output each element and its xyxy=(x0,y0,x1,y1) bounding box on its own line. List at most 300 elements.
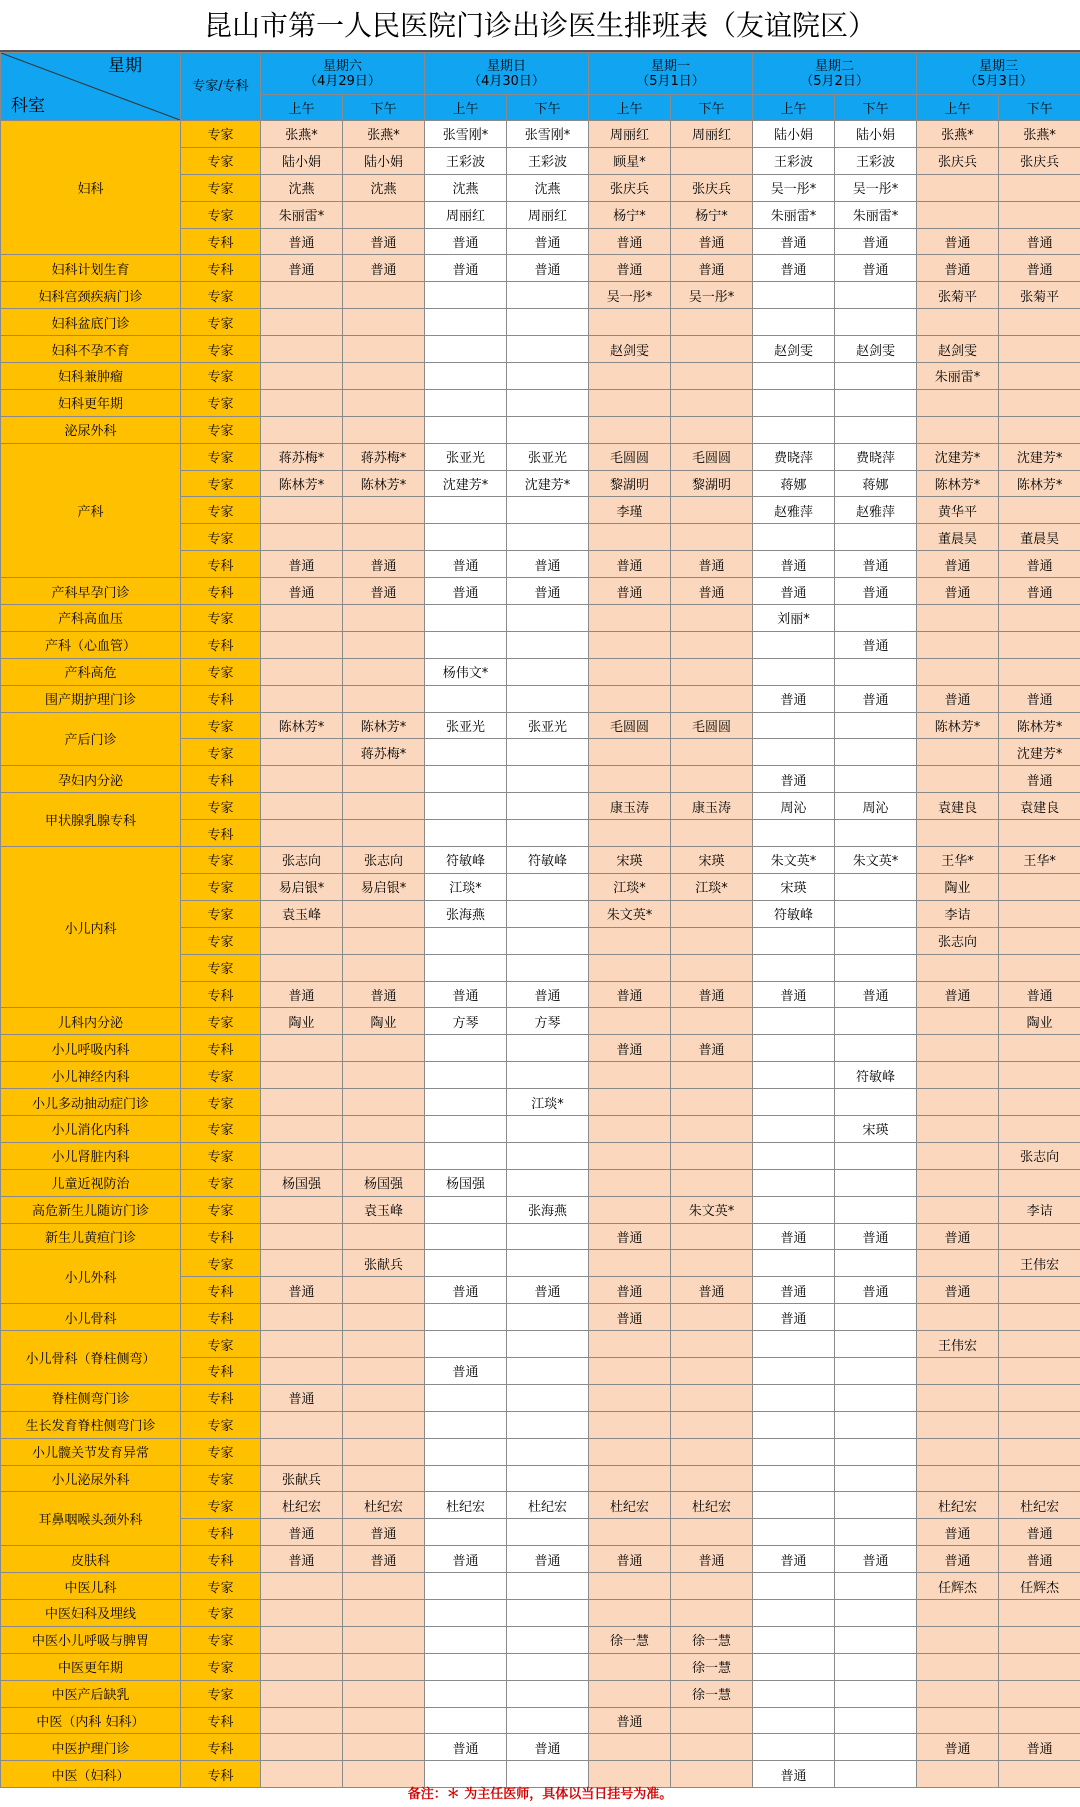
table-row xyxy=(1,416,1080,443)
schedule-cell: 普通 xyxy=(589,255,671,282)
day-header xyxy=(917,53,1080,95)
schedule-cell: 宋瑛 xyxy=(835,1115,917,1142)
day-date: （5月1日） xyxy=(636,73,705,89)
schedule-cell: 李诘 xyxy=(999,1196,1080,1223)
schedule-cell: 沈燕 xyxy=(425,174,507,201)
schedule-cell xyxy=(835,1599,917,1626)
pm-header: 下午 xyxy=(343,95,425,121)
schedule-cell: 王伟宏 xyxy=(917,1331,999,1358)
table-row xyxy=(1,1707,1080,1734)
schedule-cell xyxy=(917,1089,999,1116)
schedule-cell xyxy=(753,1196,835,1223)
schedule-cell xyxy=(425,1438,507,1465)
schedule-cell: 吴一彤* xyxy=(835,174,917,201)
schedule-cell xyxy=(917,1304,999,1331)
schedule-cell: 张亚光 xyxy=(507,443,589,470)
schedule-cell xyxy=(425,1062,507,1089)
schedule-cell xyxy=(343,685,425,712)
schedule-cell xyxy=(917,1357,999,1384)
schedule-cell: 易启银* xyxy=(343,873,425,900)
clinic-type-cell: 专家 xyxy=(181,389,261,416)
clinic-type-cell: 专家 xyxy=(181,658,261,685)
clinic-type-cell: 专科 xyxy=(181,255,261,282)
clinic-type-cell: 专家 xyxy=(181,1492,261,1519)
schedule-cell xyxy=(343,954,425,981)
schedule-cell xyxy=(507,820,589,847)
schedule-cell xyxy=(999,658,1080,685)
schedule-cell xyxy=(671,1573,753,1600)
schedule-cell: 毛圆圆 xyxy=(589,712,671,739)
schedule-cell: 杨宁* xyxy=(671,201,753,228)
schedule-cell xyxy=(753,1492,835,1519)
schedule-cell: 普通 xyxy=(835,1223,917,1250)
schedule-cell xyxy=(671,1707,753,1734)
schedule-cell xyxy=(835,1438,917,1465)
schedule-cell xyxy=(261,1357,343,1384)
schedule-cell xyxy=(261,927,343,954)
department-cell: 新生儿黄疸门诊 xyxy=(1,1223,181,1250)
schedule-cell: 陶业 xyxy=(261,1008,343,1035)
schedule-cell xyxy=(835,1035,917,1062)
table-row xyxy=(1,1331,1080,1358)
schedule-cell: 陆小娟 xyxy=(835,121,917,148)
schedule-cell xyxy=(589,1438,671,1465)
clinic-type-cell: 专科 xyxy=(181,1734,261,1761)
department-cell: 中医更年期 xyxy=(1,1653,181,1680)
table-row xyxy=(1,658,1080,685)
clinic-type-cell: 专科 xyxy=(181,228,261,255)
department-cell: 中医妇科及埋线 xyxy=(1,1599,181,1626)
schedule-cell: 普通 xyxy=(343,1519,425,1546)
schedule-cell xyxy=(261,1089,343,1116)
schedule-cell: 普通 xyxy=(425,578,507,605)
schedule-cell: 袁建良 xyxy=(999,793,1080,820)
schedule-cell: 赵雅萍 xyxy=(753,497,835,524)
schedule-cell xyxy=(425,927,507,954)
schedule-cell xyxy=(835,1008,917,1035)
schedule-cell: 普通 xyxy=(589,1223,671,1250)
schedule-cell xyxy=(507,282,589,309)
schedule-cell xyxy=(261,685,343,712)
schedule-cell: 朱丽雷* xyxy=(917,363,999,390)
schedule-cell: 普通 xyxy=(917,228,999,255)
clinic-type-cell: 专家 xyxy=(181,497,261,524)
schedule-cell xyxy=(261,1196,343,1223)
schedule-cell xyxy=(999,954,1080,981)
schedule-cell xyxy=(343,1304,425,1331)
schedule-cell xyxy=(261,389,343,416)
schedule-cell xyxy=(671,524,753,551)
schedule-cell xyxy=(999,363,1080,390)
schedule-cell xyxy=(671,631,753,658)
schedule-cell: 宋瑛 xyxy=(589,847,671,874)
schedule-cell xyxy=(753,1035,835,1062)
schedule-cell: 普通 xyxy=(835,228,917,255)
schedule-cell: 普通 xyxy=(835,981,917,1008)
schedule-cell: 蒋娜 xyxy=(753,470,835,497)
schedule-cell xyxy=(507,658,589,685)
schedule-cell: 符敏峰 xyxy=(425,847,507,874)
schedule-cell xyxy=(507,873,589,900)
schedule-cell: 费晓萍 xyxy=(753,443,835,470)
schedule-cell: 普通 xyxy=(507,551,589,578)
schedule-cell: 符敏峰 xyxy=(835,1062,917,1089)
schedule-cell: 普通 xyxy=(671,228,753,255)
schedule-cell xyxy=(425,1707,507,1734)
schedule-cell xyxy=(753,1438,835,1465)
schedule-cell xyxy=(753,309,835,336)
schedule-cell xyxy=(343,282,425,309)
schedule-cell xyxy=(425,363,507,390)
day-date: （5月2日） xyxy=(800,73,869,89)
schedule-cell: 普通 xyxy=(999,1734,1080,1761)
schedule-cell xyxy=(917,1169,999,1196)
schedule-cell xyxy=(343,1680,425,1707)
schedule-cell xyxy=(261,631,343,658)
schedule-cell: 张燕* xyxy=(261,121,343,148)
schedule-cell xyxy=(507,524,589,551)
schedule-cell xyxy=(753,1626,835,1653)
schedule-cell xyxy=(671,497,753,524)
schedule-cell xyxy=(343,766,425,793)
clinic-type-cell: 专科 xyxy=(181,685,261,712)
department-cell: 中医（内科 妇科） xyxy=(1,1707,181,1734)
schedule-cell xyxy=(835,900,917,927)
clinic-type-cell: 专家 xyxy=(181,1465,261,1492)
schedule-cell xyxy=(589,739,671,766)
schedule-cell: 普通 xyxy=(753,228,835,255)
schedule-cell xyxy=(999,631,1080,658)
clinic-type-cell: 专家 xyxy=(181,201,261,228)
schedule-cell: 李诘 xyxy=(917,900,999,927)
schedule-cell xyxy=(835,524,917,551)
schedule-cell xyxy=(589,1196,671,1223)
schedule-cell xyxy=(671,766,753,793)
schedule-cell: 杜纪宏 xyxy=(917,1492,999,1519)
table-row xyxy=(1,1008,1080,1035)
schedule-cell xyxy=(425,309,507,336)
schedule-cell xyxy=(999,1089,1080,1116)
department-cell: 中医小儿呼吸与脾胃 xyxy=(1,1626,181,1653)
schedule-cell xyxy=(835,954,917,981)
schedule-cell xyxy=(343,1277,425,1304)
schedule-cell xyxy=(999,1465,1080,1492)
type-column-header: 专家/专科 xyxy=(181,53,261,121)
schedule-cell: 毛圆圆 xyxy=(671,443,753,470)
clinic-type-cell: 专家 xyxy=(181,1331,261,1358)
schedule-cell xyxy=(671,1008,753,1035)
schedule-cell: 周沁 xyxy=(753,793,835,820)
schedule-cell: 普通 xyxy=(425,1734,507,1761)
schedule-cell xyxy=(507,497,589,524)
schedule-cell: 张亚光 xyxy=(425,712,507,739)
table-row xyxy=(1,793,1080,820)
department-cell: 妇科兼肿瘤 xyxy=(1,363,181,390)
table-row xyxy=(1,121,1080,148)
schedule-cell xyxy=(343,1357,425,1384)
department-cell: 小儿骨科（脊柱侧弯） xyxy=(1,1331,181,1385)
schedule-cell xyxy=(425,1089,507,1116)
clinic-type-cell: 专家 xyxy=(181,309,261,336)
schedule-cell: 黄华平 xyxy=(917,497,999,524)
schedule-cell xyxy=(753,1599,835,1626)
schedule-cell xyxy=(917,1411,999,1438)
schedule-cell: 普通 xyxy=(753,685,835,712)
schedule-cell: 吴一彤* xyxy=(589,282,671,309)
schedule-cell xyxy=(835,1653,917,1680)
schedule-cell xyxy=(999,336,1080,363)
schedule-cell: 杜纪宏 xyxy=(589,1492,671,1519)
table-row xyxy=(1,255,1080,282)
schedule-cell xyxy=(753,1062,835,1089)
schedule-cell: 王彩波 xyxy=(835,147,917,174)
schedule-cell xyxy=(835,1304,917,1331)
schedule-cell xyxy=(917,1035,999,1062)
schedule-cell: 张庆兵 xyxy=(999,147,1080,174)
schedule-cell: 陶业 xyxy=(343,1008,425,1035)
schedule-cell xyxy=(589,363,671,390)
schedule-cell xyxy=(671,1304,753,1331)
department-cell: 小儿泌尿外科 xyxy=(1,1465,181,1492)
schedule-cell xyxy=(589,820,671,847)
schedule-cell xyxy=(589,954,671,981)
day-header xyxy=(589,53,753,95)
footnote: 备注：＊ 为主任医师，具体以当日挂号为准。 xyxy=(407,1787,673,1802)
schedule-cell xyxy=(835,1250,917,1277)
schedule-cell xyxy=(425,1573,507,1600)
schedule-cell xyxy=(753,1250,835,1277)
table-row xyxy=(1,605,1080,632)
schedule-cell xyxy=(999,1035,1080,1062)
schedule-cell: 普通 xyxy=(917,1734,999,1761)
schedule-cell xyxy=(999,416,1080,443)
schedule-cell xyxy=(425,1519,507,1546)
schedule-cell xyxy=(425,1465,507,1492)
schedule-cell xyxy=(589,1008,671,1035)
schedule-cell: 袁玉峰 xyxy=(343,1196,425,1223)
department-cell: 妇科计划生育 xyxy=(1,255,181,282)
schedule-cell xyxy=(507,1626,589,1653)
clinic-type-cell: 专家 xyxy=(181,1169,261,1196)
schedule-cell xyxy=(835,1573,917,1600)
schedule-cell xyxy=(507,416,589,443)
schedule-cell xyxy=(999,1169,1080,1196)
table-row xyxy=(1,631,1080,658)
department-cell: 脊柱侧弯门诊 xyxy=(1,1384,181,1411)
clinic-type-cell: 专家 xyxy=(181,1653,261,1680)
schedule-cell xyxy=(507,1357,589,1384)
clinic-type-cell: 专家 xyxy=(181,1573,261,1600)
schedule-cell: 赵雅萍 xyxy=(835,497,917,524)
schedule-cell xyxy=(753,1707,835,1734)
schedule-cell: 李瑾 xyxy=(589,497,671,524)
schedule-cell: 普通 xyxy=(589,1277,671,1304)
schedule-cell: 董晨昊 xyxy=(917,524,999,551)
table-row xyxy=(1,1680,1080,1707)
schedule-cell: 普通 xyxy=(835,685,917,712)
table-row xyxy=(1,712,1080,739)
schedule-cell xyxy=(917,1062,999,1089)
department-cell: 儿童近视防治 xyxy=(1,1169,181,1196)
clinic-type-cell: 专家 xyxy=(181,363,261,390)
schedule-cell xyxy=(261,739,343,766)
schedule-cell: 普通 xyxy=(343,981,425,1008)
table-row xyxy=(1,1438,1080,1465)
schedule-cell xyxy=(753,389,835,416)
schedule-cell: 普通 xyxy=(753,551,835,578)
schedule-cell: 普通 xyxy=(589,228,671,255)
schedule-cell: 普通 xyxy=(261,1277,343,1304)
clinic-type-cell: 专科 xyxy=(181,551,261,578)
table-row xyxy=(1,766,1080,793)
schedule-cell xyxy=(753,1169,835,1196)
clinic-type-cell: 专科 xyxy=(181,1277,261,1304)
department-cell: 产科高血压 xyxy=(1,605,181,632)
schedule-cell: 杨宁* xyxy=(589,201,671,228)
schedule-cell xyxy=(753,282,835,309)
schedule-cell: 周丽红 xyxy=(671,121,753,148)
schedule-cell xyxy=(425,766,507,793)
schedule-cell: 张志向 xyxy=(261,847,343,874)
schedule-cell: 陈林芳* xyxy=(999,712,1080,739)
schedule-cell xyxy=(917,605,999,632)
clinic-type-cell: 专家 xyxy=(181,443,261,470)
schedule-cell: 毛圆圆 xyxy=(589,443,671,470)
page-title: 昆山市第一人民医院门诊出诊医生排班表（友谊院区） xyxy=(0,0,1080,52)
schedule-cell xyxy=(507,1223,589,1250)
day-header xyxy=(261,53,425,95)
schedule-cell xyxy=(507,605,589,632)
schedule-cell xyxy=(507,363,589,390)
schedule-cell xyxy=(753,1465,835,1492)
schedule-cell xyxy=(835,1384,917,1411)
schedule-cell xyxy=(261,1707,343,1734)
schedule-cell: 符敏峰 xyxy=(753,900,835,927)
schedule-cell xyxy=(835,1357,917,1384)
schedule-cell: 普通 xyxy=(671,255,753,282)
schedule-cell: 袁建良 xyxy=(917,793,999,820)
schedule-cell xyxy=(917,174,999,201)
schedule-cell xyxy=(261,1599,343,1626)
schedule-cell xyxy=(917,1438,999,1465)
schedule-cell xyxy=(425,1115,507,1142)
schedule-cell xyxy=(425,793,507,820)
schedule-cell xyxy=(343,1438,425,1465)
schedule-cell: 陆小娟 xyxy=(261,147,343,174)
schedule-cell xyxy=(753,1089,835,1116)
schedule-cell: 符敏峰 xyxy=(507,847,589,874)
schedule-cell xyxy=(753,416,835,443)
table-row xyxy=(1,282,1080,309)
clinic-type-cell: 专科 xyxy=(181,1384,261,1411)
schedule-cell: 普通 xyxy=(261,1519,343,1546)
schedule-cell xyxy=(343,201,425,228)
schedule-cell: 方琴 xyxy=(507,1008,589,1035)
schedule-cell xyxy=(589,1357,671,1384)
schedule-cell xyxy=(589,1680,671,1707)
day-date: （4月30日） xyxy=(468,73,545,89)
schedule-cell xyxy=(589,1331,671,1358)
clinic-type-cell: 专家 xyxy=(181,336,261,363)
schedule-cell: 王华* xyxy=(999,847,1080,874)
schedule-cell xyxy=(999,1707,1080,1734)
schedule-cell: 普通 xyxy=(589,1304,671,1331)
schedule-cell: 张献兵 xyxy=(261,1465,343,1492)
schedule-cell xyxy=(261,363,343,390)
schedule-cell xyxy=(917,1680,999,1707)
schedule-cell xyxy=(835,766,917,793)
schedule-cell xyxy=(343,1626,425,1653)
schedule-cell xyxy=(425,416,507,443)
schedule-cell xyxy=(589,605,671,632)
schedule-cell: 普通 xyxy=(835,255,917,282)
schedule-cell xyxy=(507,1384,589,1411)
schedule-cell xyxy=(343,1599,425,1626)
schedule-cell: 普通 xyxy=(753,578,835,605)
schedule-cell: 杨国强 xyxy=(343,1169,425,1196)
schedule-cell: 沈建芳* xyxy=(999,443,1080,470)
schedule-body xyxy=(1,121,1080,1788)
table-row xyxy=(1,1062,1080,1089)
table-row xyxy=(1,1169,1080,1196)
schedule-cell xyxy=(753,1411,835,1438)
schedule-cell xyxy=(261,416,343,443)
schedule-cell xyxy=(589,309,671,336)
table-row xyxy=(1,1653,1080,1680)
schedule-cell xyxy=(507,1707,589,1734)
clinic-type-cell: 专家 xyxy=(181,524,261,551)
schedule-cell xyxy=(425,1626,507,1653)
schedule-cell xyxy=(671,1438,753,1465)
schedule-cell xyxy=(835,927,917,954)
schedule-cell xyxy=(507,309,589,336)
schedule-cell xyxy=(343,389,425,416)
clinic-type-cell: 专家 xyxy=(181,873,261,900)
schedule-cell: 杜纪宏 xyxy=(671,1492,753,1519)
schedule-cell: 康玉涛 xyxy=(671,793,753,820)
schedule-cell xyxy=(261,524,343,551)
clinic-type-cell: 专家 xyxy=(181,900,261,927)
schedule-cell: 张庆兵 xyxy=(671,174,753,201)
schedule-cell xyxy=(671,147,753,174)
schedule-cell: 徐一慧 xyxy=(671,1626,753,1653)
schedule-cell xyxy=(589,658,671,685)
department-cell: 中医产后缺乳 xyxy=(1,1680,181,1707)
schedule-cell: 普通 xyxy=(753,1304,835,1331)
schedule-cell xyxy=(917,389,999,416)
schedule-cell xyxy=(671,900,753,927)
schedule-cell xyxy=(917,1384,999,1411)
schedule-cell: 普通 xyxy=(589,1707,671,1734)
schedule-cell: 吴一彤* xyxy=(753,174,835,201)
schedule-cell xyxy=(343,1089,425,1116)
table-row xyxy=(1,1546,1080,1573)
department-cell: 孕妇内分泌 xyxy=(1,766,181,793)
schedule-cell: 杜纪宏 xyxy=(343,1492,425,1519)
schedule-cell: 王彩波 xyxy=(507,147,589,174)
schedule-cell: 张燕* xyxy=(343,121,425,148)
clinic-type-cell: 专家 xyxy=(181,847,261,874)
schedule-cell: 周沁 xyxy=(835,793,917,820)
schedule-cell xyxy=(261,1626,343,1653)
schedule-cell xyxy=(753,1115,835,1142)
schedule-cell xyxy=(507,1062,589,1089)
schedule-cell xyxy=(917,954,999,981)
schedule-cell xyxy=(835,1465,917,1492)
schedule-cell: 普通 xyxy=(753,1546,835,1573)
schedule-cell: 普通 xyxy=(753,1761,835,1788)
schedule-cell xyxy=(999,174,1080,201)
